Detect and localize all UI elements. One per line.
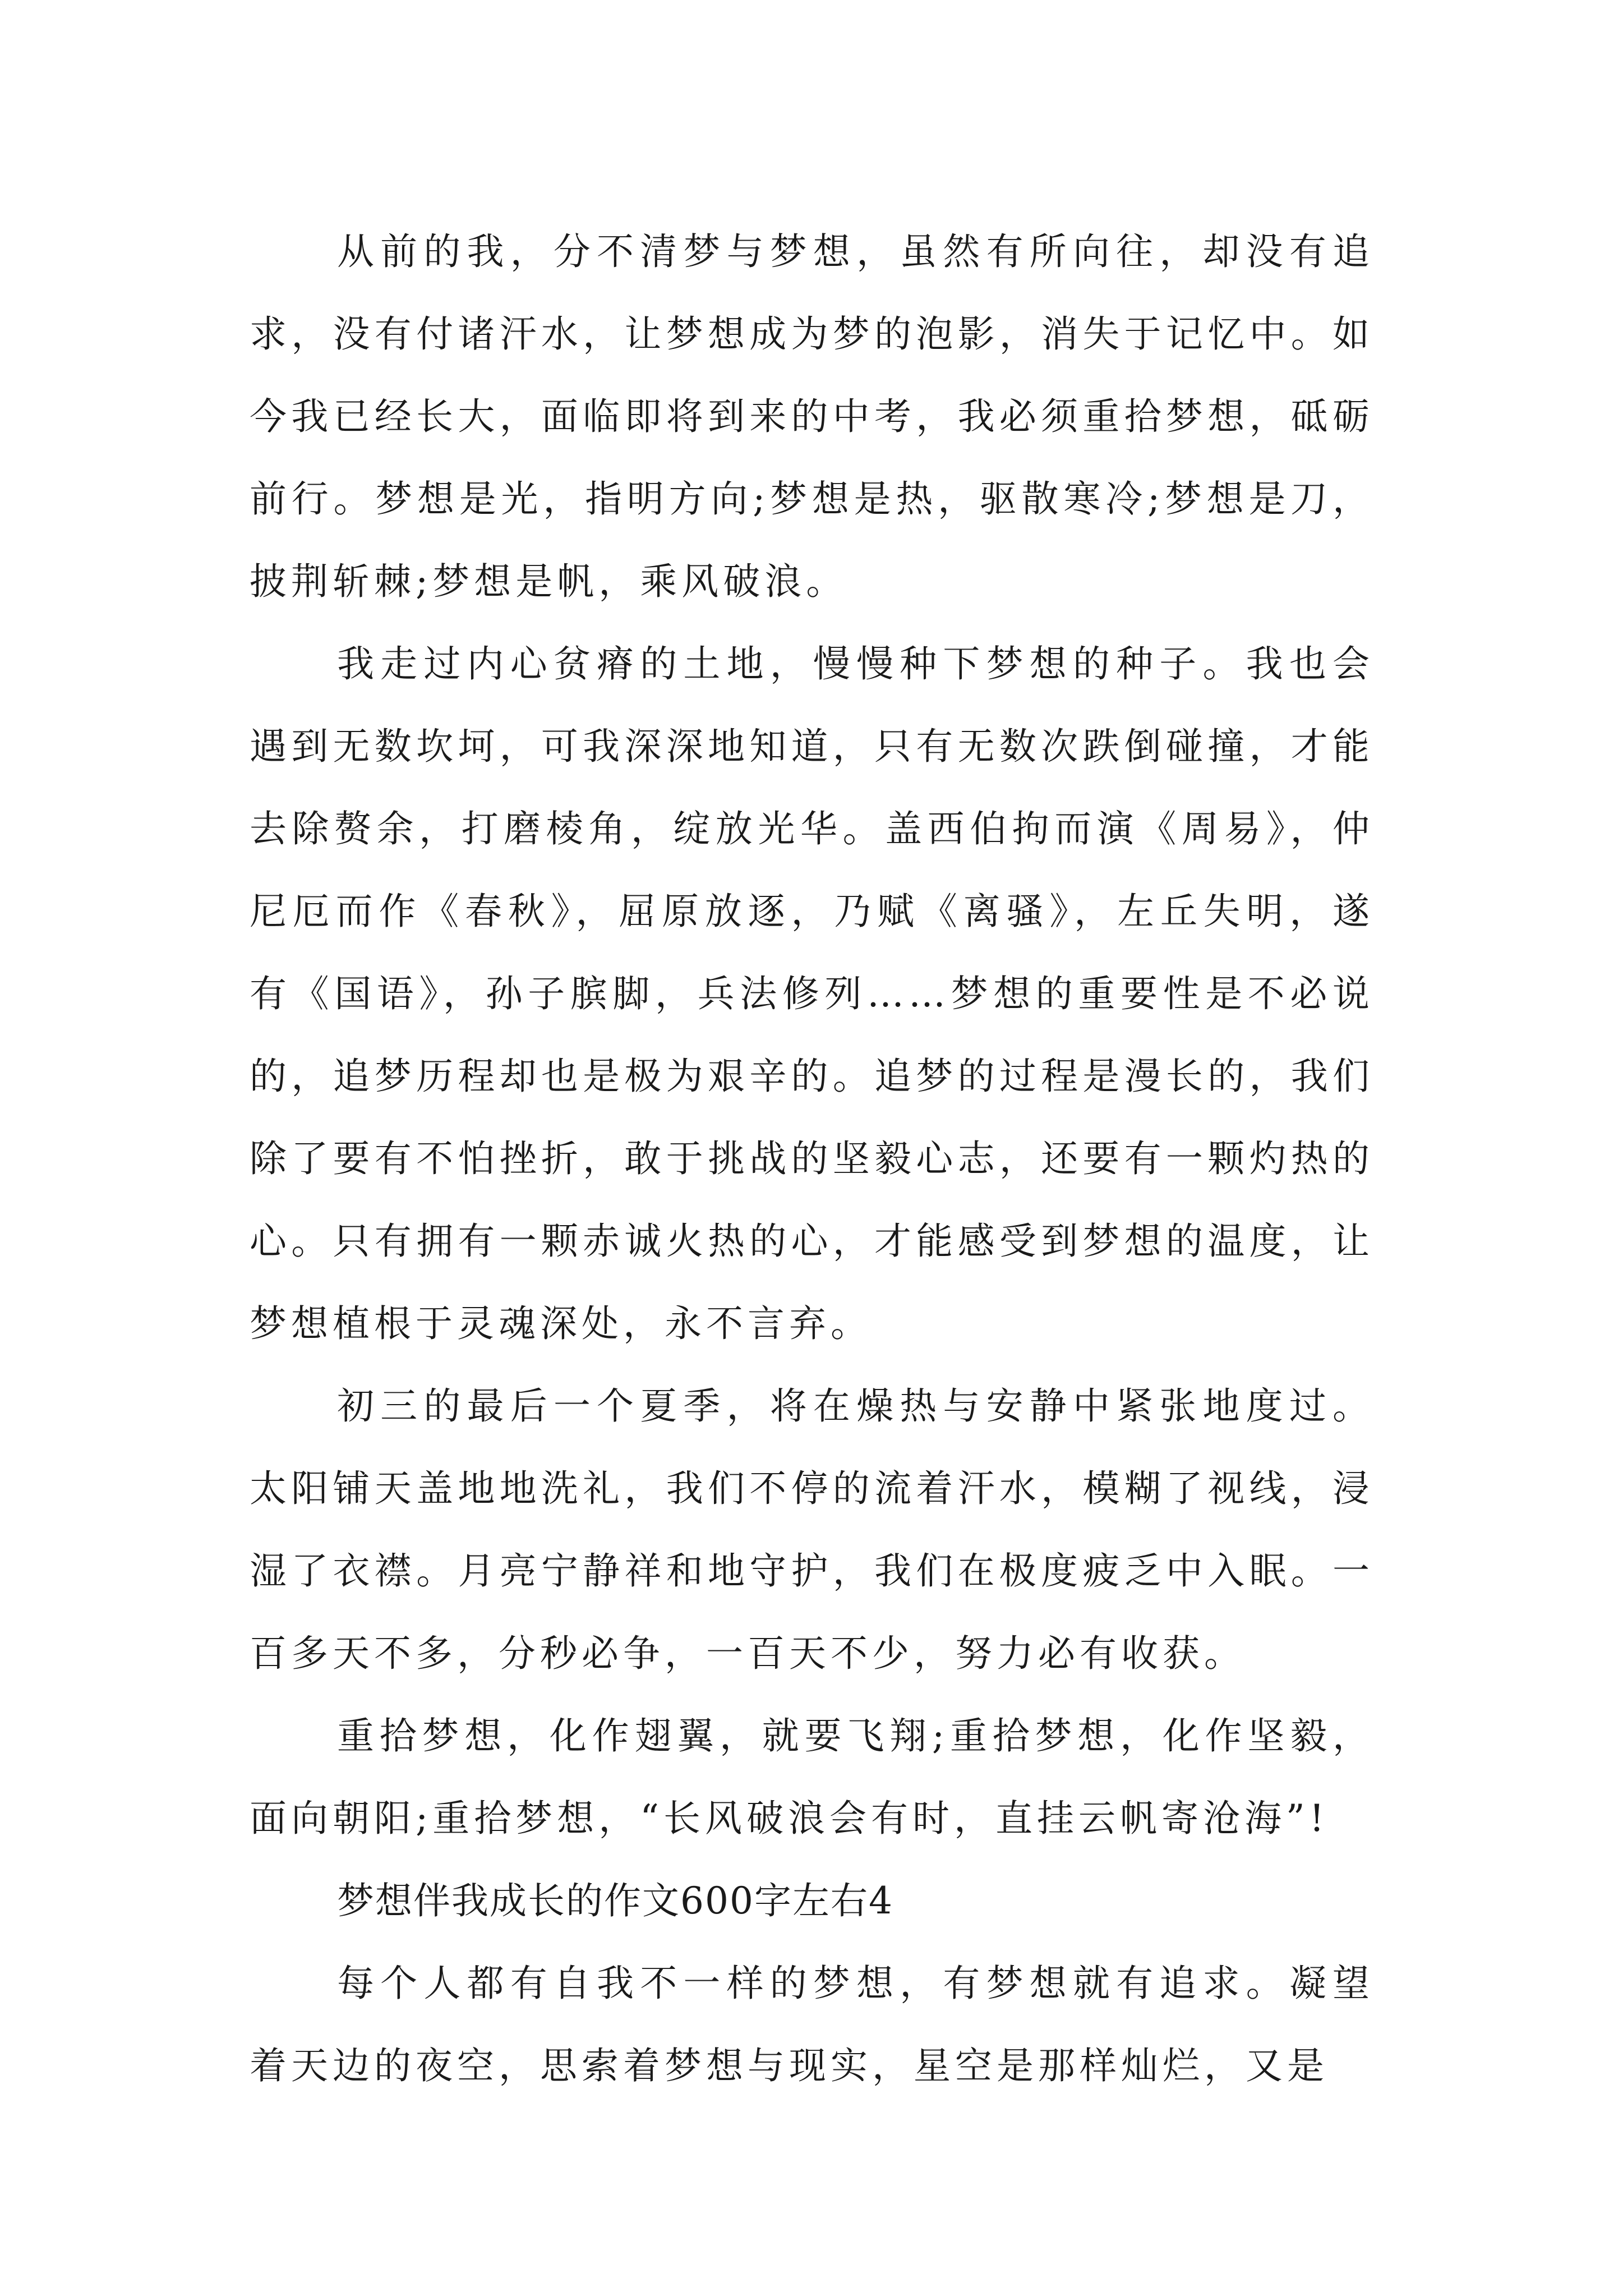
paragraph-2: 我走过内心贫瘠的土地，慢慢种下梦想的种子。我也会遇到无数坎坷，可我深深地知道，只有无数次跌倒碰撞，才能去除赘余，打磨棱角，绽放光华。盖西伯拘而演《周易》，仲尼厄而作《春秋》，屈原放逐，乃赋《离骚》，左丘失明，遂有《国语》，孙子膑脚，兵法修列……梦想的重要性是不必说的，追梦历程却也是极为艰辛的。追梦的过程是漫长的，我们除了要有不怕挫折，敢于挑战的坚毅心志，还要有一颗灼热的心。只有拥有一颗赤诚火热的心，才能感受到梦想的温度，让梦想植根于灵魂深处，永不言弃。 bbox=[250, 642, 1374, 1345]
paragraph-3: 初三的最后一个夏季，将在燥热与安静中紧张地度过。太阳铺天盖地地洗礼，我们不停的流着汗水，模糊了视线，浸湿了衣襟。月亮宁静祥和地守护，我们在极度疲乏中入眠。一百多天不多，分秒必争，一百天不少，努力必有收获。 bbox=[250, 1384, 1374, 1675]
paragraph-5: 每个人都有自我不一样的梦想，有梦想就有追求。凝望着天边的夜空，思索着梦想与现实，星空是那样灿烂，又是 bbox=[250, 1962, 1374, 2087]
document-body bbox=[250, 210, 1374, 2107]
paragraph-1: 从前的我，分不清梦与梦想，虽然有所向往，却没有追求，没有付诸汗水，让梦想成为梦的泡影，消失于记忆中。如今我已经长大，面临即将到来的中考，我必须重拾梦想，砥砺前行。梦想是光，指明方向;梦想是热，驱散寒冷;梦想是刀，披荆斩棘;梦想是帆，乘风破浪。 bbox=[250, 230, 1374, 603]
paragraph-4: 重拾梦想，化作翅翼，就要飞翔;重拾梦想，化作坚毅，面向朝阳;重拾梦想，“长风破浪会有时，直挂云帆寄沧海”! bbox=[250, 1714, 1374, 1840]
section-heading: 梦想伴我成长的作文600字左右4 bbox=[337, 1879, 893, 1922]
